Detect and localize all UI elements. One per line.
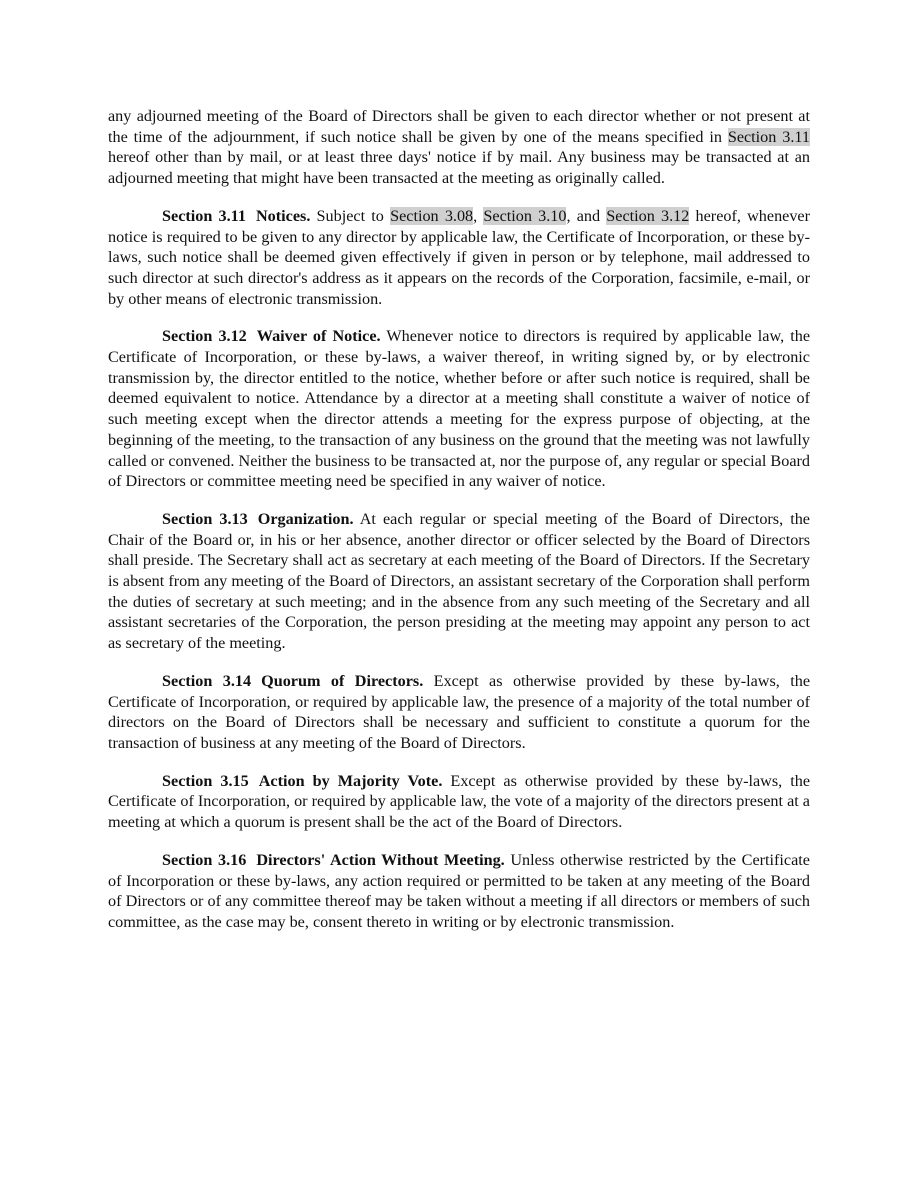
document-page (108, 106, 810, 950)
cross-reference-link[interactable]: Section 3.08 (390, 206, 474, 225)
paragraph-text: Whenever notice to directors is required by applicable law, the Certificate of Incorporation, or these by-laws, a waiver thereof, in writing signed by, or by electronic transmission by, the director entitled to the notice, whether before or after such notice is required, shall be deemed equivalent to notice. Attendance by a director at a meeting shall constitute a waiver of notice of such meeting except when the director attends a meeting for the express purpose of objecting, at the beginning of the meeting, to the transaction of any business on the ground that the meeting was not lawfully called or convened. Neither the business to be transacted at, nor the purpose of, any regular or special Board of Directors or committee meeting need be specified in any waiver of notice. (108, 327, 811, 491)
section-number: Section 3.12 (162, 327, 247, 346)
paragraph-text: Subject to (310, 206, 391, 225)
section-3-15 (108, 771, 810, 833)
cross-reference-link[interactable]: Section 3.12 (606, 206, 690, 225)
paragraph-text: , and (566, 206, 607, 225)
cross-reference-link[interactable]: Section 3.10 (483, 206, 567, 225)
section-title: Organization. (257, 509, 354, 528)
section-number: Section 3.14 (162, 671, 252, 690)
paragraph-text: hereof, whenever notice is required to be given to any director by applicable law, the Certificate of Incorporation, or these by-laws, such notice shall be deemed given effectively if given in person or by telephone, mail addressed to such director at such director's address as it appears on the records of the Corporation, facsimile, e-mail, or by other means of electronic transmission. (108, 206, 811, 308)
paragraph-text: Unless otherwise restricted by the Certificate of Incorporation or these by-laws, any action required or permitted to be taken at any meeting of the Board of Directors or of any committee thereof may be taken without a meeting if all directors or members of such committee, as the case may be, consent thereto in writing or by electronic transmission. (108, 850, 810, 931)
section-number: Section 3.11 (162, 206, 246, 225)
paragraph-text: , (473, 206, 484, 225)
section-3-13 (108, 509, 810, 654)
paragraph-text: hereof other than by mail, or at least three days' notice if by mail. Any business may be transacted at an adjourned meeting that might have been transacted at the meeting as originally called. (108, 148, 810, 188)
section-number: Section 3.13 (162, 509, 248, 528)
cross-reference-link[interactable]: Section 3.11 (727, 127, 810, 146)
paragraph-text: any adjourned meeting of the Board of Directors shall be given to each director whether or not present at the time of the adjournment, if such notice shall be given by one of the means specified in (108, 107, 810, 146)
section-title: Notices. (255, 206, 311, 225)
section-3-12 (108, 326, 810, 492)
section-title: Quorum of Directors. (261, 671, 424, 690)
paragraph-text: Except as otherwise provided by these by-laws, the Certificate of Incorporation, or required by applicable law, the vote of a majority of the directors present at a meeting at which a quorum is present shall be the act of the Board of Directors. (108, 771, 811, 832)
paragraph-continuation (108, 106, 810, 189)
section-title: Action by Majority Vote. (258, 771, 443, 790)
section-3-14 (108, 671, 810, 754)
section-3-11 (108, 206, 810, 310)
section-number: Section 3.16 (162, 850, 247, 869)
section-3-16 (108, 850, 810, 933)
section-number: Section 3.15 (162, 771, 249, 790)
section-title: Directors' Action Without Meeting. (256, 850, 505, 869)
section-title: Waiver of Notice. (256, 327, 381, 346)
paragraph-text: Except as otherwise provided by these by-laws, the Certificate of Incorporation, or required by applicable law, the presence of a majority of the total number of directors on the Board of Directors shall be necessary and sufficient to constitute a quorum for the transaction of business at any meeting of the Board of Directors. (108, 671, 811, 752)
paragraph-text: At each regular or special meeting of the Board of Directors, the Chair of the Board or, in his or her absence, another director or officer selected by the Board of Directors shall preside. The Secretary shall act as secretary at each meeting of the Board of Directors. If the Secretary is absent from any meeting of the Board of Directors, an assistant secretary of the Corporation shall perform the duties of secretary at such meeting; and in the absence from any such meeting of the Secretary and all assistant secretaries of the Corporation, the person presiding at the meeting may appoint any person to act as secretary of the meeting. (108, 509, 810, 653)
